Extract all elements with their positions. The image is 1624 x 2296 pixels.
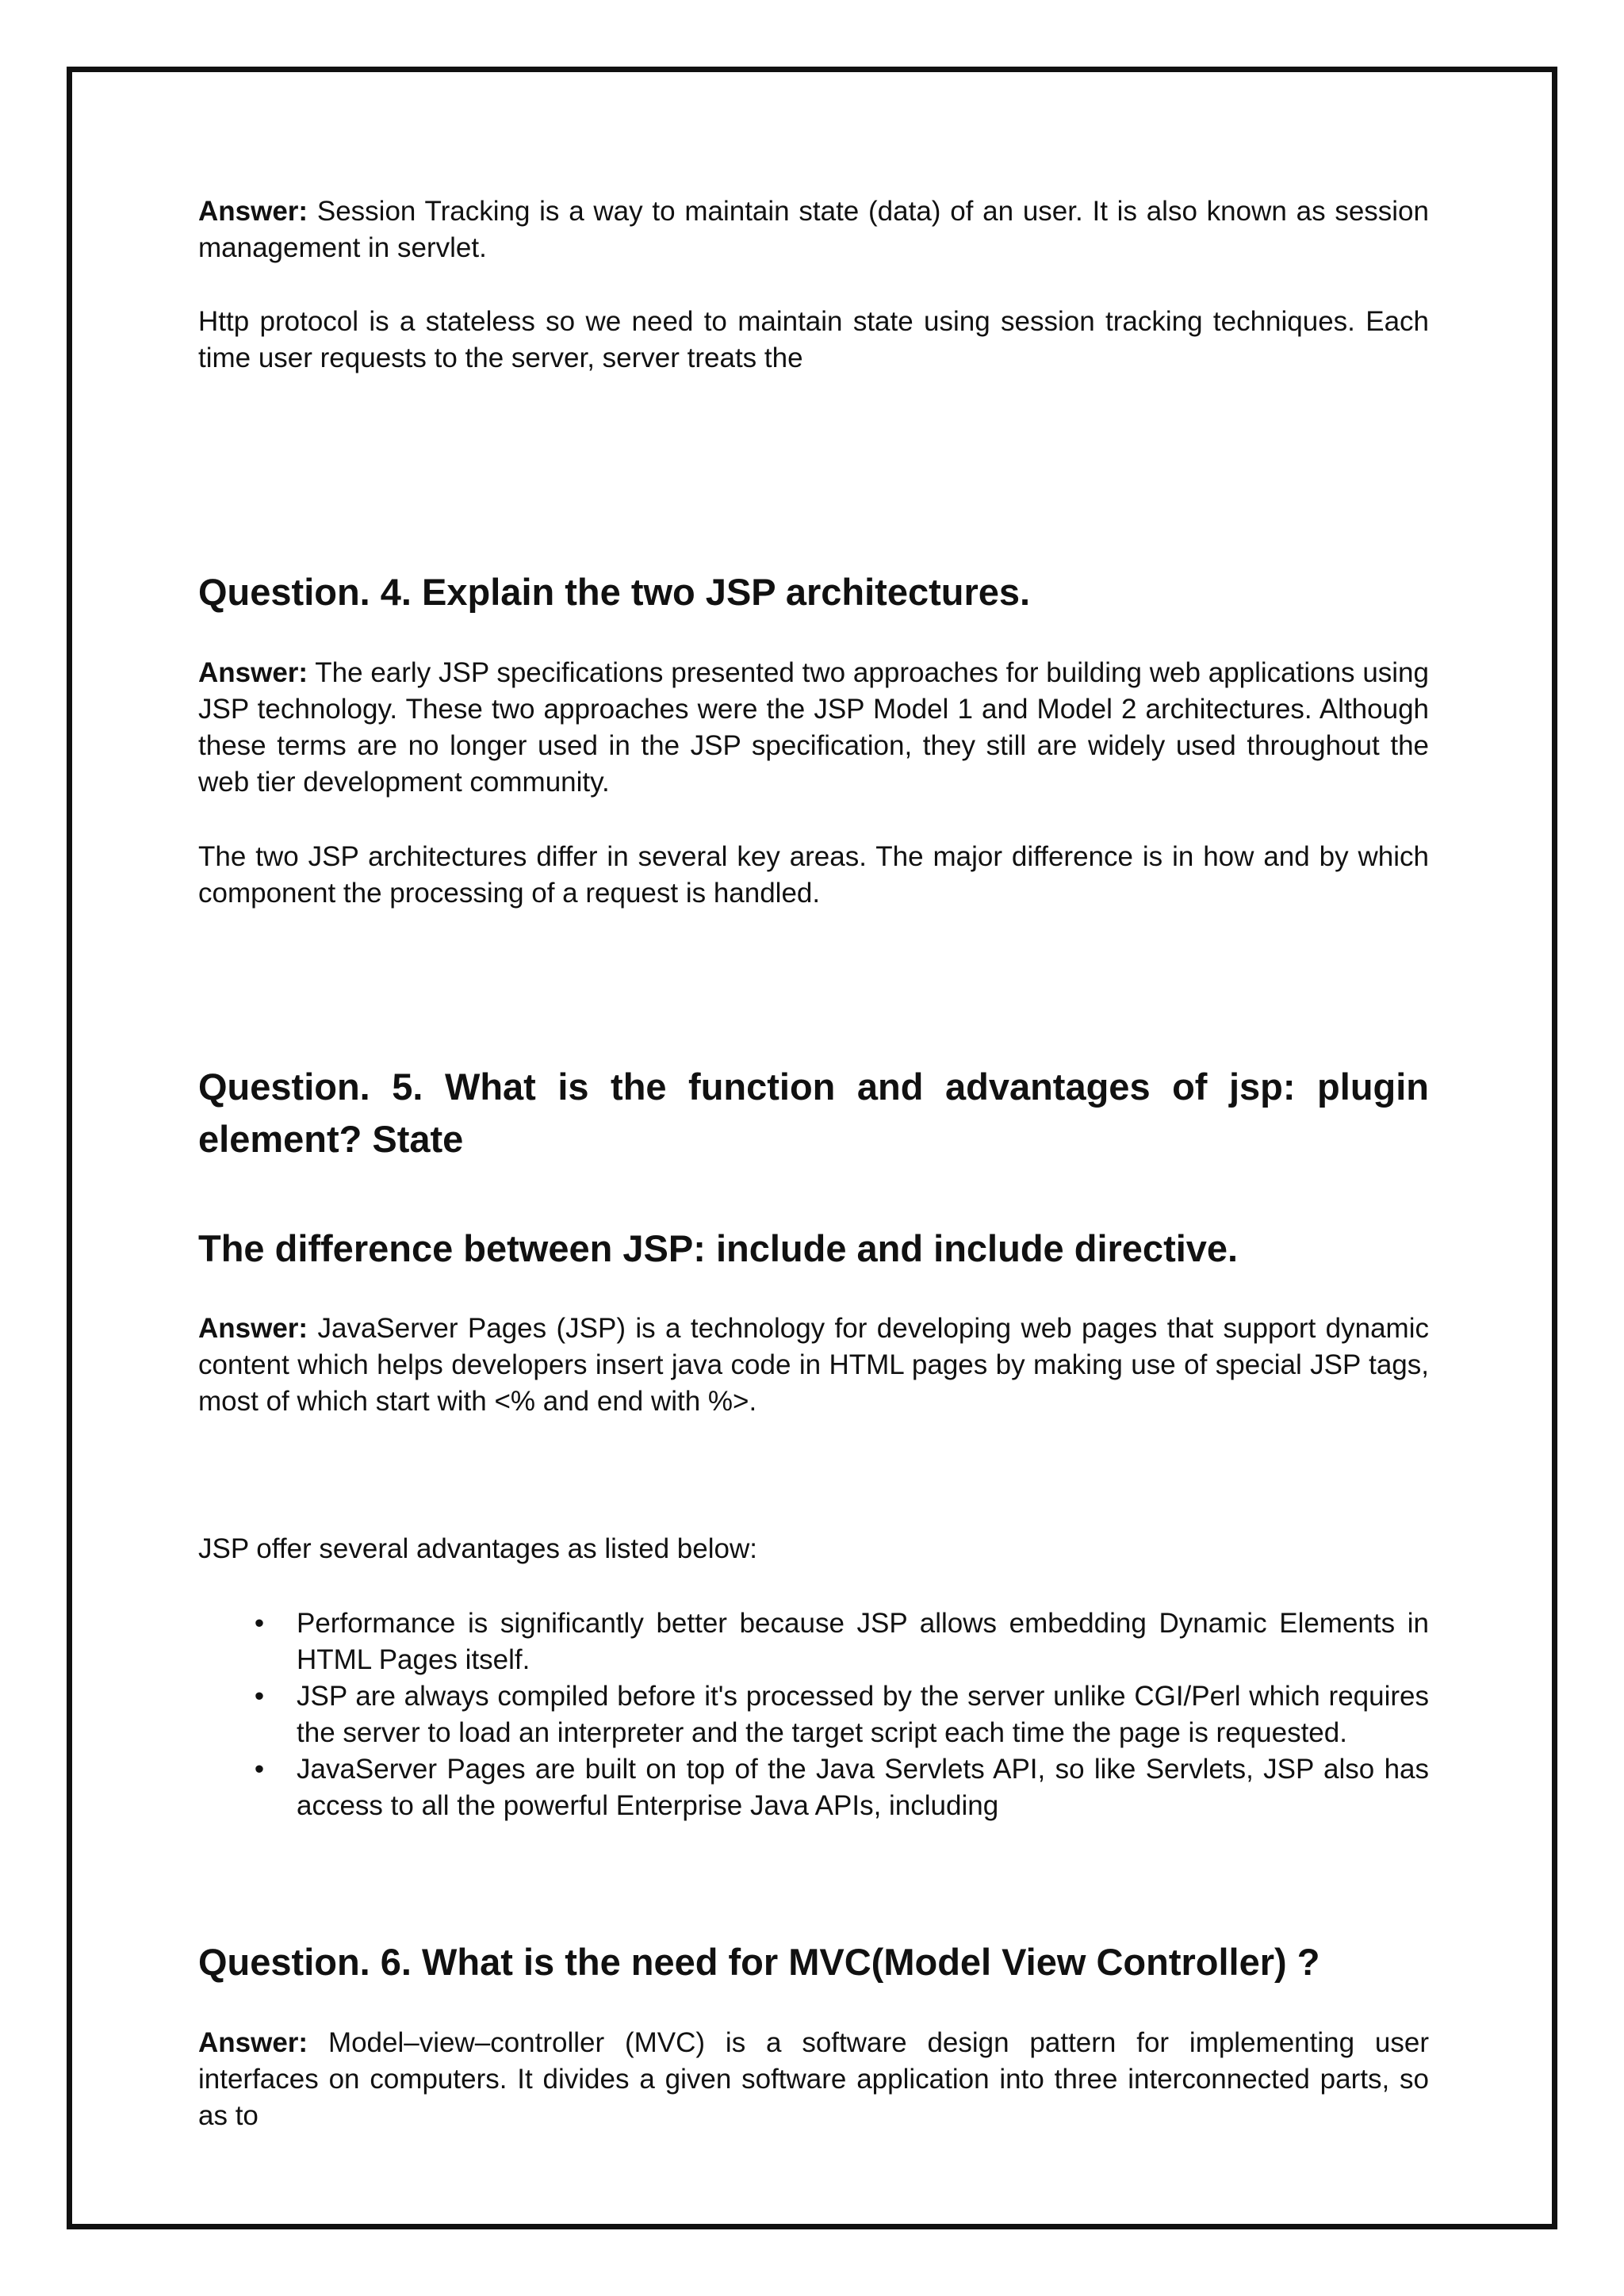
answer-4-paragraph-2: The two JSP architectures differ in several key areas. The major difference is in how and by which component the processing of a request is handled.	[198, 841, 1429, 909]
answer-5-paragraph-1: Answer: JavaServer Pages (JSP) is a technology for developing web pages that support dynamic content which helps developers insert java code in HTML pages by making use of special JSP tags, most of which start with <% and end with %>.	[198, 1313, 1429, 1417]
bullet-icon: •	[254, 1608, 265, 1639]
advantages-list	[198, 1605, 1429, 1824]
bullet-icon: •	[254, 1754, 265, 1785]
answer-4-paragraph-1: Answer: The early JSP specifications presented two approaches for building web applications using JSP technology. These two approaches were the JSP Model 1 and Model 2 architectures. Although these terms are no longer used in the JSP specification, they still are widely used throughout the web tier development community.	[198, 657, 1429, 798]
question-5-heading-line-2: element? State	[198, 1118, 464, 1160]
answer-label: Answer:	[198, 657, 308, 688]
question-5-heading-line-1: Question. 5. What is the function and advantages of jsp: plugin	[198, 1066, 1429, 1108]
answer-label: Answer:	[198, 2027, 308, 2058]
question-5-subheading: The difference between JSP: include and include directive.	[198, 1227, 1239, 1269]
answer-6-paragraph-1: Answer: Model–view–controller (MVC) is a software design pattern for implementing user interfaces on computers. It divides a given software application into three interconnected parts, so as to	[198, 2027, 1429, 2131]
bullet-icon: •	[254, 1681, 265, 1712]
answer-5-paragraph-2: JSP offer several advantages as listed below:	[198, 1533, 757, 1564]
list-item: • JavaServer Pages are built on top of the Java Servlets API, so like Servlets, JSP also has access to all the powerful Enterprise Java APIs, including	[198, 1751, 1429, 1824]
answer-label: Answer:	[198, 1313, 308, 1344]
answer-3-paragraph-2: Http protocol is a stateless so we need to maintain state using session tracking techniques. Each time user requests to the server, server treats the	[198, 306, 1429, 373]
question-6-heading: Question. 6. What is the need for MVC(Model View Controller) ?	[198, 1941, 1320, 1983]
answer-label: Answer:	[198, 196, 308, 227]
list-item: • Performance is significantly better because JSP allows embedding Dynamic Elements in HTML Pages itself.	[198, 1605, 1429, 1678]
answer-3-paragraph-1: Answer: Session Tracking is a way to maintain state (data) of an user. It is also known as session management in servlet.	[198, 196, 1429, 263]
question-4-heading: Question. 4. Explain the two JSP architectures.	[198, 571, 1031, 613]
list-item: • JSP are always compiled before it's processed by the server unlike CGI/Perl which requires the server to load an interpreter and the target script each time the page is requested.	[198, 1678, 1429, 1751]
